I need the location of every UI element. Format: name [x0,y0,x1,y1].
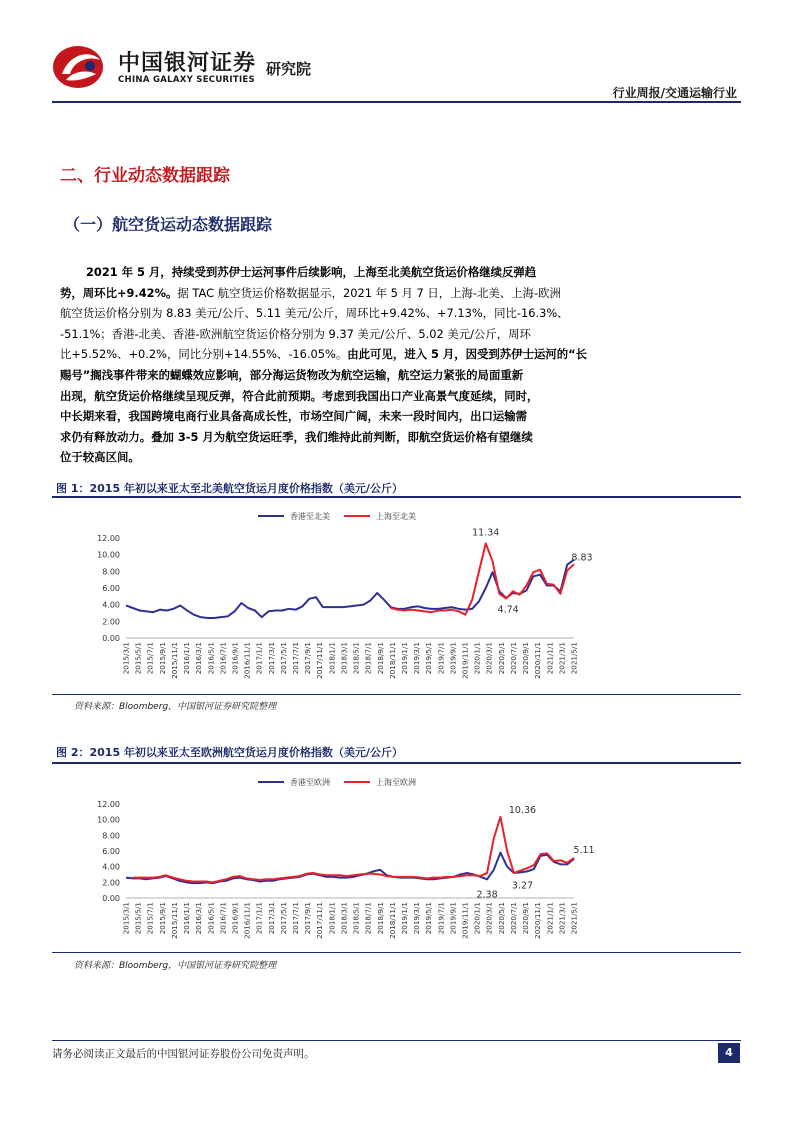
x-tick-label: 2018/5/1 [351,642,361,675]
x-tick-label: 2018/5/1 [351,902,361,935]
y-tick-label: 8.00 [102,831,120,841]
paragraph-line [60,406,734,427]
x-tick-label: 2018/1/1 [327,642,337,675]
series-line-shanghai [391,544,574,615]
figure-1-line-chart [52,500,741,692]
x-tick-label: 2017/9/1 [303,902,313,935]
figure-1-bottom-rule [52,694,741,695]
footer-disclaimer: 请务必阅读正文最后的中国银河证券股份公司免责声明。 [52,1048,315,1060]
paragraph-run: 航空货运价格分别为 8.83 美元/公斤、5.11 美元/公斤，周环比+9.42%、+7.13%，同比-16.3%、 [60,306,569,321]
x-tick-label: 2020/9/1 [521,642,531,675]
galaxy-logo-emblem-icon [52,44,106,90]
paragraph-run: 由此可见，进入 5 月，因受到苏伊士运河的“长 [347,347,588,362]
x-tick-label: 2018/11/1 [387,642,397,679]
x-tick-label: 2016/5/1 [206,902,216,935]
x-tick-label: 2020/7/1 [508,642,518,675]
paragraph-line [60,324,734,345]
paragraph-line [60,344,734,365]
x-tick-label: 2015/3/1 [121,642,131,675]
institute-name: 研究院 [266,60,312,78]
x-tick-label: 2018/9/1 [375,642,385,675]
y-tick-label: 10.00 [97,815,120,825]
paragraph-run: 据 TAC 航空货运价格数据显示，2021 年 5 月 7 日，上海-北美、上海-欧洲 [177,285,561,300]
x-tick-label: 2019/3/1 [412,642,422,675]
body-paragraph [60,262,734,468]
legend-label: 上海至欧洲 [376,778,416,787]
x-tick-label: 2019/9/1 [448,902,458,935]
y-tick-label: 0.00 [102,634,120,643]
data-label: 10.36 [508,804,537,816]
legend-label: 香港至欧洲 [290,778,330,787]
x-tick-label: 2017/5/1 [278,902,288,935]
x-tick-label: 2021/3/1 [557,902,567,935]
x-tick-label: 2019/1/1 [399,642,409,675]
footer-divider [52,1040,741,1041]
figure-2-source: 资料来源：Bloomberg，中国银河证券研究院整理 [74,961,277,971]
x-tick-label: 2017/9/1 [303,642,313,675]
data-label: 11.34 [472,527,500,539]
x-tick-label: 2019/1/1 [399,902,409,935]
legend-label: 上海至北美 [376,512,416,521]
x-tick-label: 2018/7/1 [363,642,373,675]
x-tick-label: 2017/7/1 [291,642,301,675]
x-tick-label: 2015/11/1 [169,902,179,939]
x-tick-label: 2017/11/1 [315,642,325,679]
x-tick-label: 2018/7/1 [363,902,373,935]
figure-1-title: 图 1：2015 年初以来亚太至北美航空货运月度价格指数（美元/公斤） [56,482,403,495]
x-tick-label: 2016/1/1 [182,902,192,935]
paragraph-run: -51.1%；香港-北美、香港-欧洲航空货运价格分别为 9.37 美元/公斤、5.02 美元/公斤，周环 [60,326,531,341]
x-tick-label: 2021/5/1 [569,642,579,675]
x-tick-label: 2015/7/1 [145,902,155,935]
x-tick-label: 2020/11/1 [533,642,543,679]
x-tick-label: 2016/9/1 [230,902,240,935]
y-tick-label: 4.00 [102,600,120,610]
x-tick-label: 2017/5/1 [278,642,288,675]
series-line-shanghai [133,817,574,882]
data-label: 2.38 [476,889,498,901]
paragraph-line [60,447,734,468]
x-tick-label: 2017/3/1 [266,902,276,935]
paragraph-run: 2021 年 5 月，持续受到苏伊士运河事件后续影响，上海至北美航空货运价格继续反弹趋 [86,265,537,279]
y-tick-label: 0.00 [102,894,120,903]
report-type: 行业周报/交通运输行业 [612,86,737,100]
x-tick-label: 2016/11/1 [242,902,252,939]
data-label: 4.74 [497,604,519,616]
x-tick-label: 2016/7/1 [218,642,228,675]
figure-2-line-chart [52,766,741,950]
x-tick-label: 2020/11/1 [533,902,543,939]
paragraph-line [60,386,734,407]
y-tick-label: 2.00 [102,617,120,627]
x-tick-label: 2020/5/1 [496,902,506,935]
x-tick-label: 2019/5/1 [424,642,434,675]
x-tick-label: 2019/11/1 [460,642,470,679]
x-tick-label: 2015/5/1 [133,902,143,935]
section-subtitle: （一）航空货运动态数据跟踪 [64,215,273,234]
y-tick-label: 12.00 [97,534,120,543]
y-tick-label: 2.00 [102,878,120,888]
paragraph-line [60,283,734,304]
x-tick-label: 2019/7/1 [436,902,446,935]
x-tick-label: 2019/3/1 [412,902,422,935]
paragraph-run: 比+5.52%、+0.2%，同比分别+14.55%、-16.05%。 [60,347,348,362]
x-tick-label: 2017/3/1 [266,642,276,675]
x-tick-label: 2018/1/1 [327,902,337,935]
x-tick-label: 2016/9/1 [230,642,240,675]
x-tick-label: 2020/3/1 [484,902,494,935]
paragraph-line [60,303,734,324]
y-tick-label: 6.00 [102,847,120,856]
paragraph-run: 中长期来看，我国跨境电商行业具备高成长性，市场空间广阔，未来一段时间内，出口运输需 [60,409,528,424]
section-title: 二、行业动态数据跟踪 [60,166,230,186]
x-tick-label: 2019/7/1 [436,642,446,675]
x-tick-label: 2020/9/1 [521,902,531,935]
series-line-hong-kong [126,853,574,884]
y-tick-label: 6.00 [102,584,120,593]
x-tick-label: 2016/7/1 [218,902,228,935]
x-tick-label: 2016/11/1 [242,642,252,679]
x-tick-label: 2020/7/1 [508,902,518,935]
x-tick-label: 2015/9/1 [157,642,167,675]
paragraph-line [60,427,734,448]
y-tick-label: 4.00 [102,862,120,872]
x-tick-label: 2019/5/1 [424,902,434,935]
paragraph-run: 赐号”搁浅事件带来的蝴蝶效应影响，部分海运货物改为航空运输，航空运力紧张的局面重新 [60,367,524,382]
x-tick-label: 2017/1/1 [254,642,264,675]
paragraph-run: 位于较高区间。 [60,450,140,465]
x-tick-label: 2017/7/1 [291,902,301,935]
x-tick-label: 2019/11/1 [460,902,470,939]
page-number: 4 [718,1043,740,1063]
figure-2-bottom-rule [52,952,741,953]
y-tick-label: 12.00 [97,800,120,809]
data-label: 5.11 [573,844,595,856]
x-tick-label: 2018/9/1 [375,902,385,935]
x-tick-label: 2017/1/1 [254,902,264,935]
data-label: 3.27 [511,880,534,892]
x-tick-label: 2016/3/1 [194,642,204,675]
figure-1-top-rule [52,496,741,498]
paragraph-line [60,365,734,386]
figure-1-source: 资料来源：Bloomberg，中国银河证券研究院整理 [74,702,277,712]
x-tick-label: 2021/1/1 [545,902,555,935]
x-tick-label: 2015/11/1 [169,642,179,679]
paragraph-run: 势，周环比+9.42%。 [60,285,178,300]
x-tick-label: 2020/3/1 [484,642,494,675]
x-tick-label: 2021/5/1 [569,902,579,935]
x-tick-label: 2015/5/1 [133,642,143,675]
x-tick-label: 2016/5/1 [206,642,216,675]
x-tick-label: 2019/9/1 [448,642,458,675]
figure-2-top-rule [52,762,741,764]
x-tick-label: 2018/11/1 [387,902,397,939]
header-divider [52,101,741,103]
x-tick-label: 2017/11/1 [315,902,325,939]
figure-2-title: 图 2：2015 年初以来亚太至欧洲航空货运月度价格指数（美元/公斤） [56,746,403,759]
x-tick-label: 2020/1/1 [472,642,482,675]
y-tick-label: 10.00 [97,550,120,560]
company-name-cn: 中国银河证券 [118,51,257,76]
x-tick-label: 2018/3/1 [339,642,349,675]
x-tick-label: 2016/1/1 [182,642,192,675]
x-tick-label: 2020/5/1 [496,642,506,675]
paragraph-line [86,262,734,283]
x-tick-label: 2020/1/1 [472,902,482,935]
x-tick-label: 2018/3/1 [339,902,349,935]
x-tick-label: 2021/1/1 [545,642,555,675]
x-tick-label: 2015/9/1 [157,902,167,935]
x-tick-label: 2021/3/1 [557,642,567,675]
legend-label: 香港至北美 [290,512,330,521]
y-tick-label: 8.00 [102,567,120,577]
paragraph-run: 出现，航空货运价格继续呈现反弹，符合此前预期。考虑到我国出口产业高景气度延续，同时， [60,388,539,403]
data-label: 8.83 [571,552,593,564]
x-tick-label: 2016/3/1 [194,902,204,935]
x-tick-label: 2015/7/1 [145,642,155,675]
paragraph-run: 求仍有释放动力。叠加 3-5 月为航空货运旺季，我们维持此前判断，即航空货运价格有望继续 [60,429,533,444]
company-name-en: CHINA GALAXY SECURITIES [118,75,255,85]
x-tick-label: 2015/3/1 [121,902,131,935]
